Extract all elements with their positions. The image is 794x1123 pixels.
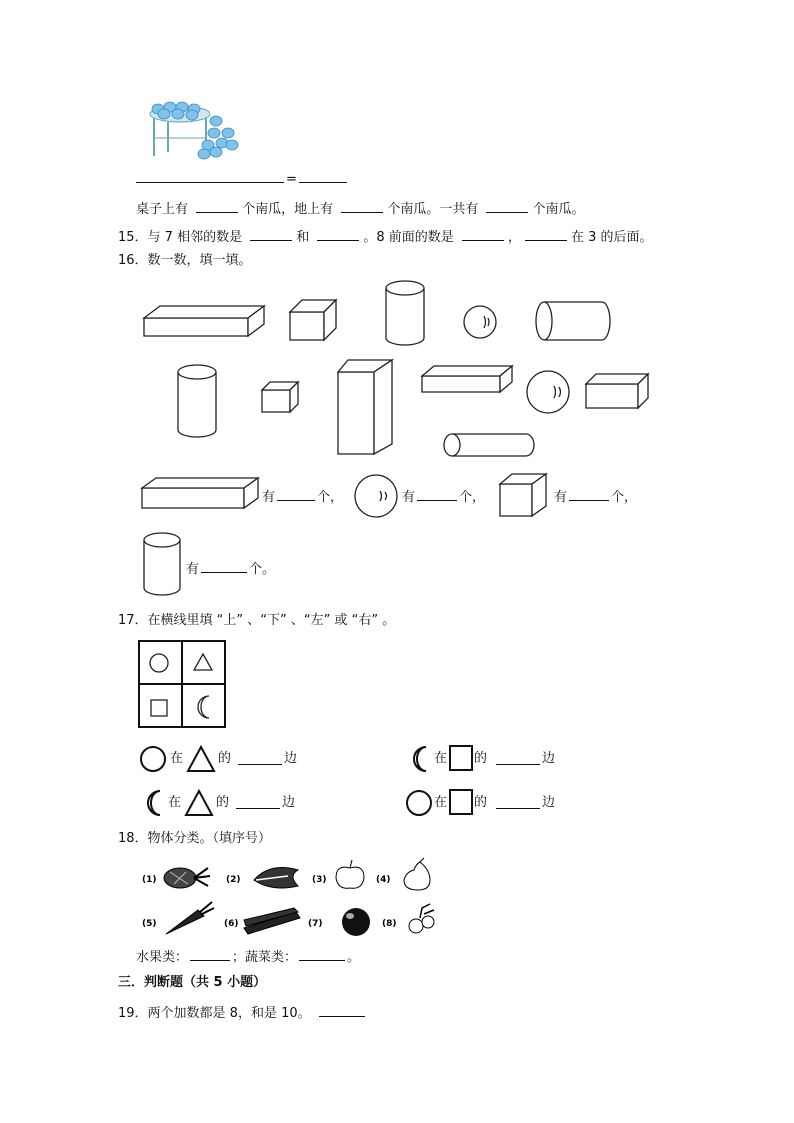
section-3-title: 三．判断题（共 5 小题） [118, 975, 267, 990]
object-label: (5) [142, 919, 157, 929]
carrot-icon [166, 902, 214, 934]
pumpkin-equation [136, 168, 347, 189]
have-label: 有 [402, 490, 416, 505]
question-17-title: 17．在横线里填 “上” 、“下” 、“左” 或 “右” 。 [118, 613, 396, 628]
unit-label: 个， [317, 490, 344, 505]
q16-count-cuboid [262, 486, 343, 507]
position-grid [138, 640, 228, 730]
cylinder-icon [138, 530, 186, 600]
answer-blank[interactable] [238, 750, 282, 765]
cuboid-shape [144, 306, 264, 336]
answer-blank[interactable] [496, 794, 540, 809]
vegetable-answer-blank[interactable] [299, 946, 345, 961]
cylinder-shape [536, 302, 610, 340]
answer-blank[interactable] [417, 486, 457, 501]
de-label: 的 [216, 795, 230, 810]
cube-shape [290, 300, 336, 340]
q15-part: 15．与 7 相邻的数是 [118, 230, 243, 245]
object-label: (7) [308, 919, 323, 929]
vegetable-leaf-icon [254, 868, 298, 888]
cube-icon [496, 470, 552, 518]
apple-outline-icon [336, 860, 364, 888]
sentence-part: 个南瓜，地上有 [242, 202, 334, 217]
unit-label: 个， [611, 490, 638, 505]
fruit-label: 水果类： [136, 950, 189, 965]
object-label: (4) [376, 875, 391, 885]
pumpkin-sentence [136, 198, 584, 219]
answer-blank[interactable] [462, 226, 504, 241]
pumpkin-table-image [138, 96, 242, 162]
sphere-shape [464, 306, 496, 338]
q15-part: 。8 前面的数是 [363, 230, 454, 245]
cuboid-shape [338, 360, 392, 454]
answer-blank[interactable] [317, 226, 359, 241]
fruit-answer-blank[interactable] [190, 946, 230, 961]
answer-blank[interactable] [277, 486, 315, 501]
equation-blank-left[interactable] [136, 168, 284, 183]
cylinder-shape [444, 434, 534, 456]
q15-part: 在 3 的后面。 [570, 230, 653, 245]
q16-count-cylinder [186, 558, 275, 579]
question-19 [118, 1002, 365, 1023]
sentence-part: 桌子上有 [136, 202, 189, 217]
equation-blank-right[interactable] [299, 168, 347, 183]
square-icon [448, 788, 476, 816]
cuboid-shape [586, 374, 648, 408]
answer-blank[interactable] [196, 198, 238, 213]
radish-icon [409, 904, 434, 933]
bian-label: 边 [542, 751, 556, 766]
question-18-title: 18．物体分类。（填序号） [118, 831, 272, 846]
de-label: 的 [474, 795, 488, 810]
circle-icon [138, 744, 168, 774]
answer-blank[interactable] [236, 794, 280, 809]
cylinder-shape [386, 281, 424, 345]
answer-blank[interactable] [496, 750, 540, 765]
object-label: (1) [142, 875, 157, 885]
bian-label: 边 [282, 795, 296, 810]
sentence-part: 个南瓜。 [532, 202, 585, 217]
apple-icon [342, 908, 370, 936]
q15-part: ， [507, 230, 521, 245]
bian-label: 边 [284, 751, 298, 766]
de-label: 的 [218, 751, 232, 766]
answer-blank[interactable] [250, 226, 292, 241]
answer-blank[interactable] [201, 558, 247, 573]
have-label: 有 [554, 490, 568, 505]
square-icon [448, 744, 476, 772]
answer-blank[interactable] [525, 226, 567, 241]
equals-sign: = [286, 172, 297, 187]
answer-blank[interactable] [486, 198, 528, 213]
q18-answer [136, 946, 360, 967]
cucumber-icon [244, 908, 300, 934]
object-label: (6) [224, 919, 239, 929]
solid-shapes-figure [138, 280, 658, 460]
cylinder-shape [178, 365, 216, 437]
zai-label: 在 [168, 795, 182, 810]
answer-blank[interactable] [569, 486, 609, 501]
answer-blank[interactable] [319, 1002, 365, 1017]
answer-blank[interactable] [341, 198, 383, 213]
unit-label: 个， [459, 490, 486, 505]
objects-figure [138, 856, 444, 942]
object-label: (2) [226, 875, 241, 885]
triangle-icon [184, 788, 214, 818]
pineapple-icon [164, 868, 210, 888]
crescent-icon [404, 744, 434, 774]
sentence-part: 个南瓜。一共有 [387, 202, 479, 217]
q16-count-cube [554, 486, 637, 507]
sphere-icon [352, 472, 400, 520]
q19-text: 19．两个加数都是 8，和是 10。 [118, 1006, 311, 1021]
question-16-title: 16．数一数，填一填。 [118, 253, 252, 268]
have-label: 有 [186, 562, 200, 577]
period: 。 [347, 950, 361, 965]
cuboid-shape [422, 366, 512, 392]
object-label: (8) [382, 919, 397, 929]
q15-part: 和 [296, 230, 310, 245]
vegetable-label: ；蔬菜类： [232, 950, 298, 965]
object-label: (3) [312, 875, 327, 885]
sphere-shape [527, 371, 569, 413]
pear-icon [404, 858, 430, 890]
circle-icon [404, 788, 434, 818]
cube-shape [262, 382, 298, 412]
zai-label: 在 [434, 795, 448, 810]
zai-label: 在 [434, 751, 448, 766]
de-label: 的 [474, 751, 488, 766]
cuboid-icon [138, 474, 262, 514]
q16-count-sphere [402, 486, 485, 507]
have-label: 有 [262, 490, 276, 505]
zai-label: 在 [170, 751, 184, 766]
unit-label: 个。 [249, 562, 276, 577]
question-15 [118, 226, 652, 247]
bian-label: 边 [542, 795, 556, 810]
triangle-icon [186, 744, 216, 774]
crescent-icon [138, 788, 168, 818]
